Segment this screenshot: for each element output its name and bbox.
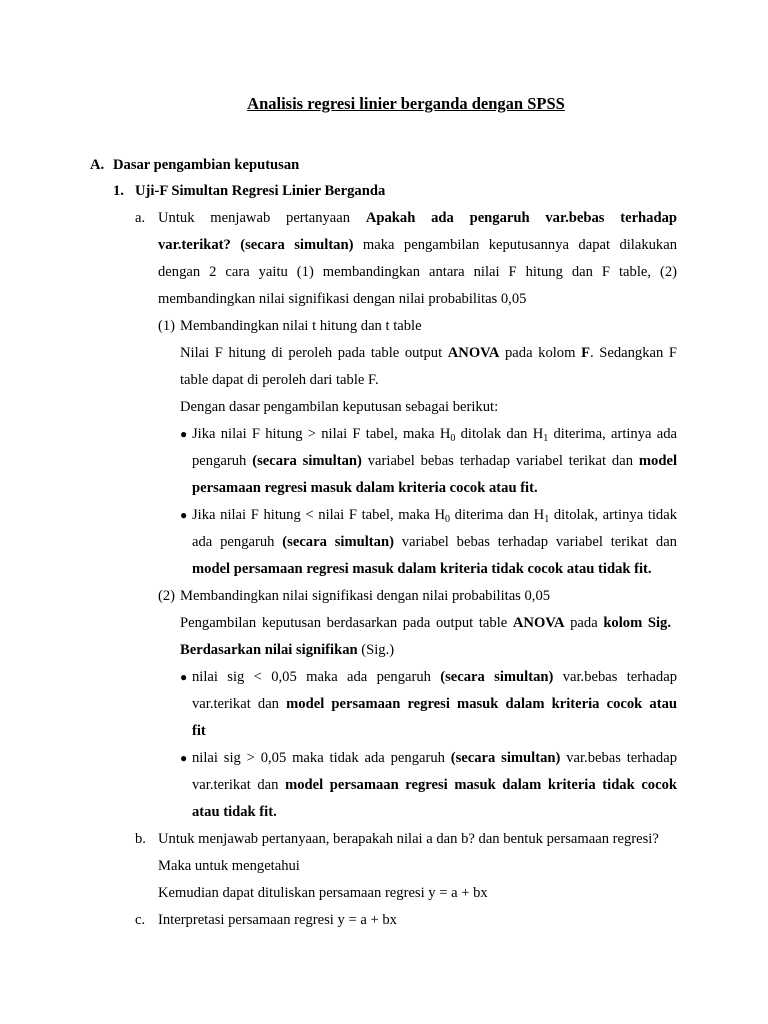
method-1-bullet-1-line-2: pengaruh (secara simultan) variabel bebas terhadap variabel terikat dan model [192, 453, 677, 469]
sub-b-line-2: Maka untuk mengetahui [158, 858, 300, 874]
bullet-icon: ● [180, 427, 188, 441]
section-a-heading: Dasar pengambian keputusan [113, 157, 300, 173]
method-2-para-1-line-1: Pengambilan keputusan berdasarkan pada output table ANOVA pada kolom Sig. [180, 615, 671, 631]
sub-c-marker: c. [135, 912, 146, 928]
sub-b-marker: b. [135, 831, 146, 847]
sub-a-line-1: Untuk menjawab pertanyaan Apakah ada pengaruh var.bebas terhadap [158, 210, 677, 226]
method-2-heading: Membandingkan nilai signifikasi dengan nilai probabilitas 0,05 [180, 588, 551, 604]
document-title: Analisis regresi linier berganda dengan SPSS [247, 94, 565, 113]
method-2-bullet-2-line-2: var.terikat dan model persamaan regresi masuk dalam kriteria tidak cocok [192, 777, 677, 793]
bullet-icon: ● [180, 670, 188, 684]
item-1-marker: 1. [113, 183, 124, 199]
method-2-bullet-1-line-1: nilai sig < 0,05 maka ada pengaruh (secara simultan) var.bebas terhadap [192, 669, 677, 685]
item-1-heading: Uji-F Simultan Regresi Linier Berganda [135, 183, 386, 199]
method-1-marker: (1) [158, 318, 176, 334]
section-a-marker: A. [90, 157, 105, 173]
method-2-bullet-1-line-2: var.terikat dan model persamaan regresi masuk dalam kriteria cocok atau [192, 696, 677, 712]
sub-a-line-4: membandingkan nilai signifikasi dengan nilai probabilitas 0,05 [158, 291, 527, 307]
method-2-marker: (2) [158, 588, 176, 604]
method-1-para-1-line-1: Nilai F hitung di peroleh pada table output ANOVA pada kolom F. Sedangkan F [180, 345, 677, 361]
method-2-bullet-2-line-1: nilai sig > 0,05 maka tidak ada pengaruh (secara simultan) var.bebas terhadap [192, 750, 677, 766]
method-1-bullet-2-line-3: model persamaan regresi masuk dalam kriteria tidak cocok atau tidak fit. [192, 561, 652, 577]
method-1-bullet-1-line-1: Jika nilai F hitung > nilai F tabel, maka $H_0$ ditolak dan $H_1$ diterima, artinya ada [192, 426, 677, 444]
method-2-para-1-line-2: Berdasarkan nilai signifikan (Sig.) [180, 642, 395, 658]
sub-a-marker: a. [135, 210, 146, 226]
method-1-bullet-2-line-1: Jika nilai F hitung < nilai F tabel, maka $H_0$ diterima dan $H_1$ ditolak, artinya tidak [192, 507, 677, 525]
bullet-icon: ● [180, 508, 188, 522]
method-1-bullet-2-line-2: ada pengaruh (secara simultan) variabel bebas terhadap variabel terikat dan [192, 534, 677, 550]
sub-b-line-1: Untuk menjawab pertanyaan, berapakah nilai a dan b? dan bentuk persamaan regresi? [158, 831, 659, 847]
sub-a-line-3: dengan 2 cara yaitu (1) membandingkan antara nilai F hitung dan F table, (2) [158, 264, 677, 280]
method-1-bullet-1-line-3: persamaan regresi masuk dalam kriteria cocok atau fit. [192, 480, 538, 496]
method-2-bullet-1-line-3: fit [192, 723, 206, 739]
method-1-para-2: Dengan dasar pengambilan keputusan sebagai berikut: [180, 399, 499, 415]
method-1-para-1-line-2: table dapat di peroleh dari table F. [180, 372, 379, 388]
sub-a-line-2: var.terikat? (secara simultan) maka pengambilan keputusannya dapat dilakukan [158, 237, 678, 253]
sub-c-line-1: Interpretasi persamaan regresi y = a + bx [158, 912, 397, 928]
method-1-heading: Membandingkan nilai t hitung dan t table [180, 318, 422, 334]
bullet-icon: ● [180, 751, 188, 765]
method-2-bullet-2-line-3: atau tidak fit. [192, 804, 277, 820]
sub-b-line-3: Kemudian dapat dituliskan persamaan regresi y = a + bx [158, 885, 488, 901]
